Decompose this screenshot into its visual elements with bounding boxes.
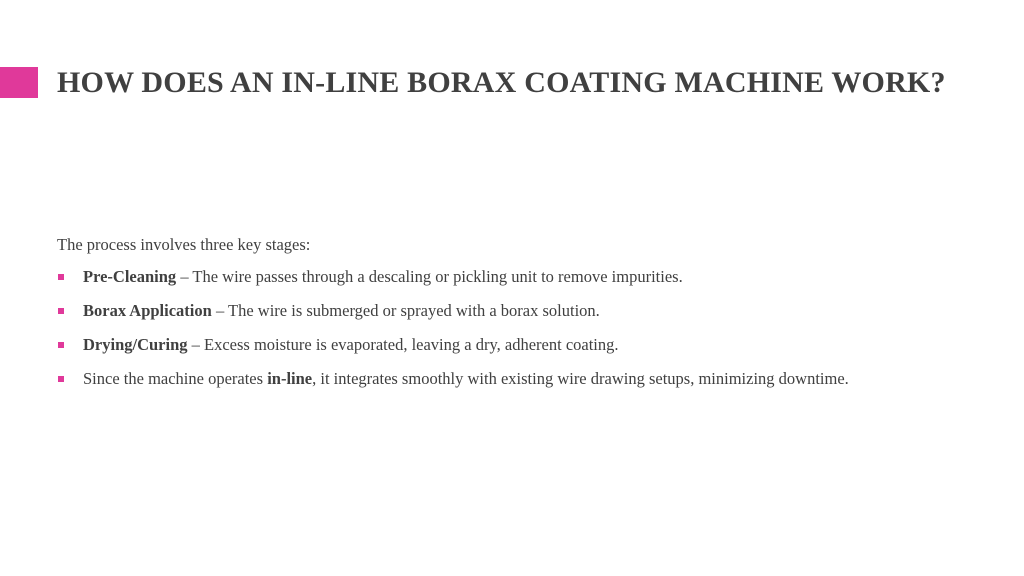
bullet-text: – The wire passes through a descaling or pickling unit to remove impurities. [176, 267, 683, 286]
square-bullet-icon [58, 376, 64, 382]
bullet-text: – Excess moisture is evaporated, leaving a dry, adherent coating. [187, 335, 619, 354]
square-bullet-icon [58, 274, 64, 280]
bullet-item-in-line [57, 368, 1007, 402]
bullet-text: – The wire is submerged or sprayed with a borax solution. [211, 301, 600, 320]
square-bullet-icon [58, 342, 64, 348]
bullet-item-drying-curing [57, 334, 1007, 368]
square-bullet-icon [58, 308, 64, 314]
bullet-list [57, 266, 1007, 402]
bullet-item-pre-cleaning [57, 266, 1007, 300]
bullet-term: Borax Application [83, 301, 212, 320]
bullet-item-borax-application [57, 300, 1007, 334]
bullet-text-after: , it integrates smoothly with existing wire drawing setups, minimizing downtime. [312, 369, 849, 388]
bullet-term: in-line [267, 369, 313, 388]
title-accent-bar [0, 67, 38, 98]
bullet-term: Pre-Cleaning [83, 267, 177, 286]
bullet-text-before: Since the machine operates [83, 369, 268, 388]
slide-title: HOW DOES AN IN-LINE BORAX COATING MACHINE WORK? [57, 66, 946, 99]
slide-body [57, 234, 1007, 402]
bullet-term: Drying/Curing [83, 335, 188, 354]
intro-text: The process involves three key stages: [57, 235, 311, 254]
